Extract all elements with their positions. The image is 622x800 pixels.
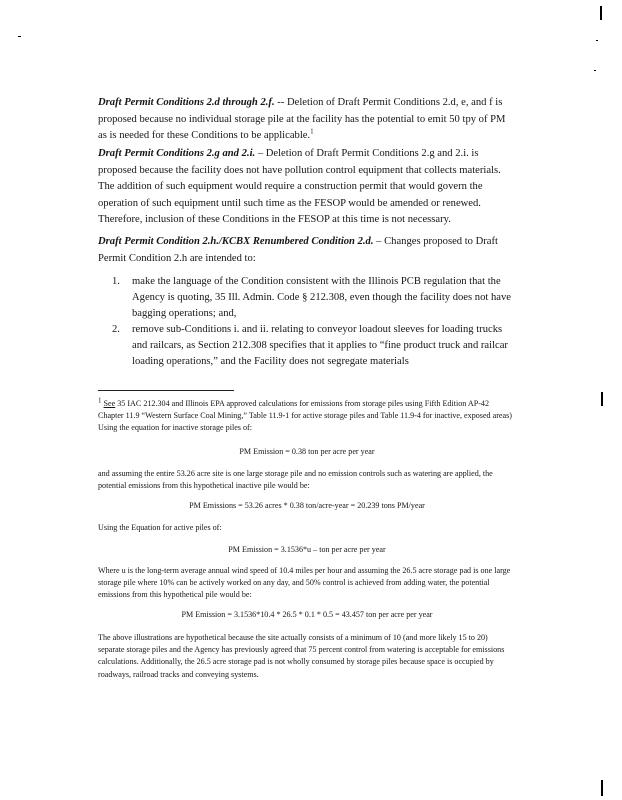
- equation-active-result: PM Emission = 3.1536*10.4 * 26.5 * 0.1 * 0.5 = 43.457 ton per acre per year: [181, 610, 433, 619]
- footnote-marker: 1: [98, 396, 102, 405]
- footnote-reference: 1: [310, 127, 314, 136]
- footnote-separator: [98, 390, 234, 391]
- list-text: make the language of the Condition consistent with the Illinois PCB regulation that the Agency is quoting, 35 Ill. Admin. Code § 212.308, even though the facility does not have bagging operations; and,: [132, 276, 511, 319]
- scan-edge-mark-bottom: [601, 780, 603, 796]
- scan-speck: [594, 70, 596, 71]
- scan-speck: [18, 36, 21, 37]
- paragraph-text: -- Deletion of Draft Permit Conditions 2.d, e, and f is proposed because no individual storage pile at the facility has the potential to emit 50 tpy of PM as is needed for these Conditions to be applicable.: [98, 97, 506, 142]
- equation-inactive: PM Emission = 0.38 ton per acre per year: [239, 447, 375, 456]
- footnote-paragraph: and assuming the entire 53.26 acre site is one large storage pile and no emission controls such as watering are applied, the potential emissions from this hypothetical inactive pile would be:: [98, 469, 493, 491]
- list-item: [112, 274, 516, 321]
- scan-edge-mark-top: [600, 6, 602, 20]
- list-text: remove sub-Conditions i. and ii. relating to conveyor loadout sleeves for loading trucks and railcars, as Section 212.308 specifies that it applies to “fine product truck and railcar loading operations,” and the Facility does not segregate materials: [132, 324, 508, 367]
- equation-active: PM Emission = 3.1536*u – ton per acre per year: [228, 545, 386, 554]
- paragraph-heading: Draft Permit Conditions 2.d through 2.f.: [98, 97, 275, 108]
- footnote-paragraph: Using the Equation for active piles of:: [98, 523, 222, 532]
- paragraph-condition-2h: [98, 234, 516, 267]
- footnote-paragraph: The above illustrations are hypothetical because the site actually consists of a minimum of 10 (and more likely 15 to 20) separate storage piles and the Agency has previously agreed that 75 percent control from watering is acceptable for emissions calculations. Additionally, the 26.5 acre storage pad is not wholly consumed by storage piles because space is occupied by roadways, railroad tracks and conveying systems.: [98, 633, 505, 679]
- paragraph-text: – Changes proposed to Draft Permit Condition 2.h are intended to:: [98, 236, 498, 264]
- footnote-paragraph: Where u is the long-term average annual wind speed of 10.4 miles per hour and assuming the 26.5 acre storage pad is one large storage pile where 10% can be actively worked on any day, and 50% control is achieved from adding water, the potential emissions from this hypothetical pile would be:: [98, 566, 511, 600]
- scan-speck: [596, 40, 598, 41]
- equation-inactive-result: PM Emissions = 53.26 acres * 0.38 ton/acre-year = 20.239 tons PM/year: [189, 501, 425, 510]
- scan-edge-mark-mid: [601, 392, 603, 406]
- paragraph-heading: Draft Permit Conditions 2.g and 2.i.: [98, 148, 256, 159]
- footnote-text: 35 IAC 212.304 and Illinois EPA approved calculations for emissions from storage piles using Fifth Edition AP-42 Chapter 11.9 “Western Surface Coal Mining,” Table 11.9-1 for active storage piles and Table 11.9-4 for inactive, exposed areas) Using the equation for inactive storage piles of:: [98, 399, 512, 433]
- footnote-see: See: [103, 399, 116, 408]
- paragraph-conditions-2g-2i: [98, 146, 516, 229]
- list-number: 1.: [112, 276, 120, 287]
- paragraph-text: – Deletion of Draft Permit Conditions 2.g and 2.i. is proposed because the facility does not have pollution control equipment that collects materials. The addition of such equipment would require a construction permit that would govern the operation of such equipment until such time as the FESOP would be amended or renewed. Therefore, inclusion of these Conditions in the FESOP at this time is not necessary.: [98, 148, 501, 226]
- footnote-intro: [98, 398, 516, 435]
- paragraph-heading: Draft Permit Condition 2.h./KCBX Renumbered Condition 2.d.: [98, 236, 374, 247]
- paragraph-conditions-2d-2f: [98, 95, 516, 145]
- list-number: 2.: [112, 324, 120, 335]
- list-item: [112, 322, 516, 369]
